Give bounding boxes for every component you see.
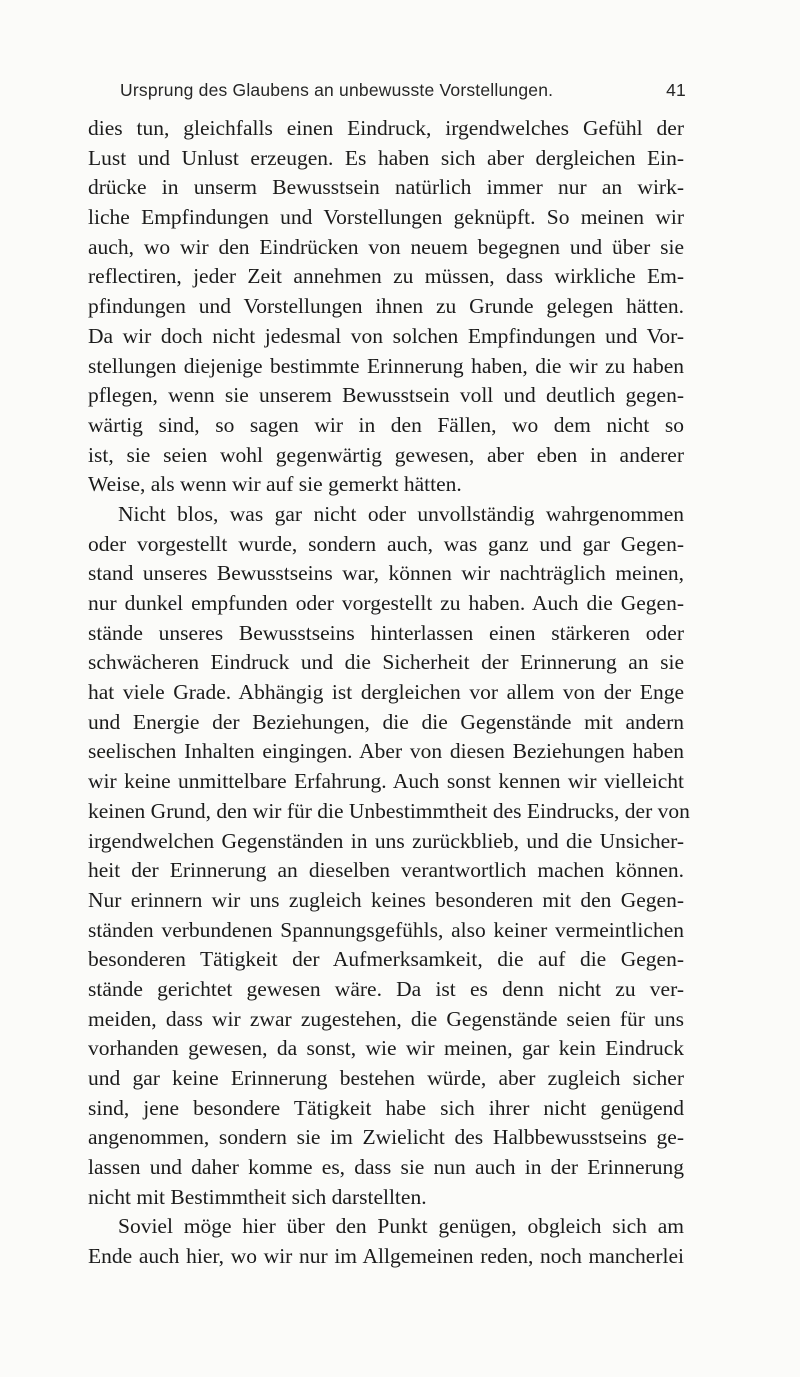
body-text [88, 114, 690, 1272]
text-line: besonderen Tätigkeit der Aufmerksamkeit, die auf die Gegen- [88, 947, 684, 972]
text-line: stände unseres Bewusstseins hinterlassen einen stärkeren oder [88, 620, 684, 645]
running-head-title: Ursprung des Glaubens an unbewusste Vorstellungen. [120, 80, 554, 100]
text-line: wärtig sind, so sagen wir in den Fällen, wo dem nicht so [88, 412, 684, 437]
text-line: Da wir doch nicht jedesmal von solchen Empfindungen und Vor- [88, 323, 684, 348]
text-line: nur dunkel empfunden oder vorgestellt zu haben. Auch die Gegen- [88, 591, 684, 615]
text-line: heit der Erinnerung an dieselben verantwortlich machen können. [88, 858, 684, 883]
text-line: angenommen, sondern sie im Zwielicht des Halbbewusstseins ge- [88, 1125, 684, 1150]
text-line: nicht mit Bestimmtheit sich darstellten. [88, 1184, 427, 1209]
text-line: auch, wo wir den Eindrücken von neuem begegnen und über sie [88, 234, 684, 259]
text-line: lassen und daher komme es, dass sie nun auch in der Erinnerung [88, 1155, 684, 1180]
text-line: pfindungen und Vorstellungen ihnen zu Grunde gelegen hätten. [88, 294, 684, 319]
text-line: sind, jene besondere Tätigkeit habe sich ihrer nicht genügend [88, 1095, 684, 1120]
text-line: hat viele Grade. Abhängig ist dergleichen vor allem von der Enge [88, 680, 684, 705]
text-line: Nur erinnern wir uns zugleich keines besonderen mit den Gegen- [88, 887, 684, 912]
text-line: Weise, als wenn wir auf sie gemerkt hätten. [88, 472, 462, 497]
text-line: Ende auch hier, wo wir nur im Allgemeinen reden, noch mancherlei [88, 1244, 684, 1269]
text-line: stellungen diejenige bestimmte Erinnerung haben, die wir zu haben [88, 353, 684, 378]
text-line: Soviel möge hier über den Punkt genügen, obgleich sich am [118, 1214, 684, 1239]
text-line: stände gerichtet gewesen wäre. Da ist es denn nicht zu ver- [88, 976, 684, 1001]
text-line: liche Empfindungen und Vorstellungen geknüpft. So meinen wir [88, 205, 684, 230]
text-line: wir keine unmittelbare Erfahrung. Auch sonst kennen wir vielleicht [88, 769, 684, 794]
text-line: meiden, dass wir zwar zugestehen, die Gegenstände seien für uns [88, 1006, 684, 1031]
text-line: Nicht blos, was gar nicht oder unvollständig wahrgenommen [118, 501, 684, 526]
text-line: schwächeren Eindruck und die Sicherheit der Erinnerung an sie [88, 650, 684, 675]
text-line: und gar keine Erinnerung bestehen würde, aber zugleich sicher [88, 1066, 684, 1090]
paragraph [88, 500, 690, 1213]
text-line: drücke in unserm Bewusstsein natürlich immer nur an wirk- [88, 175, 684, 200]
text-line: ist, sie seien wohl gegenwärtig gewesen, aber eben in anderer [88, 442, 684, 467]
text-line: seelischen Inhalten eingingen. Aber von diesen Beziehungen haben [88, 739, 684, 764]
text-line: dies tun, gleichfalls einen Eindruck, irgendwelches Gefühl der [88, 116, 684, 140]
text-line: und Energie der Beziehungen, die die Gegenstände mit andern [88, 709, 684, 734]
text-line: pflegen, wenn sie unserem Bewusstsein voll und deutlich gegen- [88, 383, 684, 408]
text-line: ständen verbundenen Spannungsgefühls, also keiner vermeintlichen [88, 917, 684, 942]
text-line: vorhanden gewesen, da sonst, wie wir meinen, gar kein Eindruck [88, 1036, 684, 1061]
running-head [118, 80, 684, 106]
paragraph [88, 114, 684, 500]
text-line: stand unseres Bewusstseins war, können wir nachträglich meinen, [88, 561, 684, 586]
text-line: irgendwelchen Gegenständen in uns zurückblieb, und die Unsicher- [88, 828, 684, 853]
text-line: Lust und Unlust erzeugen. Es haben sich aber dergleichen Ein- [88, 145, 684, 170]
text-line: oder vorgestellt wurde, sondern auch, was ganz und gar Gegen- [88, 531, 684, 556]
text-line: reflectiren, jeder Zeit annehmen zu müssen, dass wirkliche Em- [88, 264, 684, 289]
page-number: 41 [666, 80, 686, 100]
paragraph [88, 1212, 684, 1271]
text-line: keinen Grund, den wir für die Unbestimmtheit des Eindrucks, der von [88, 798, 690, 823]
